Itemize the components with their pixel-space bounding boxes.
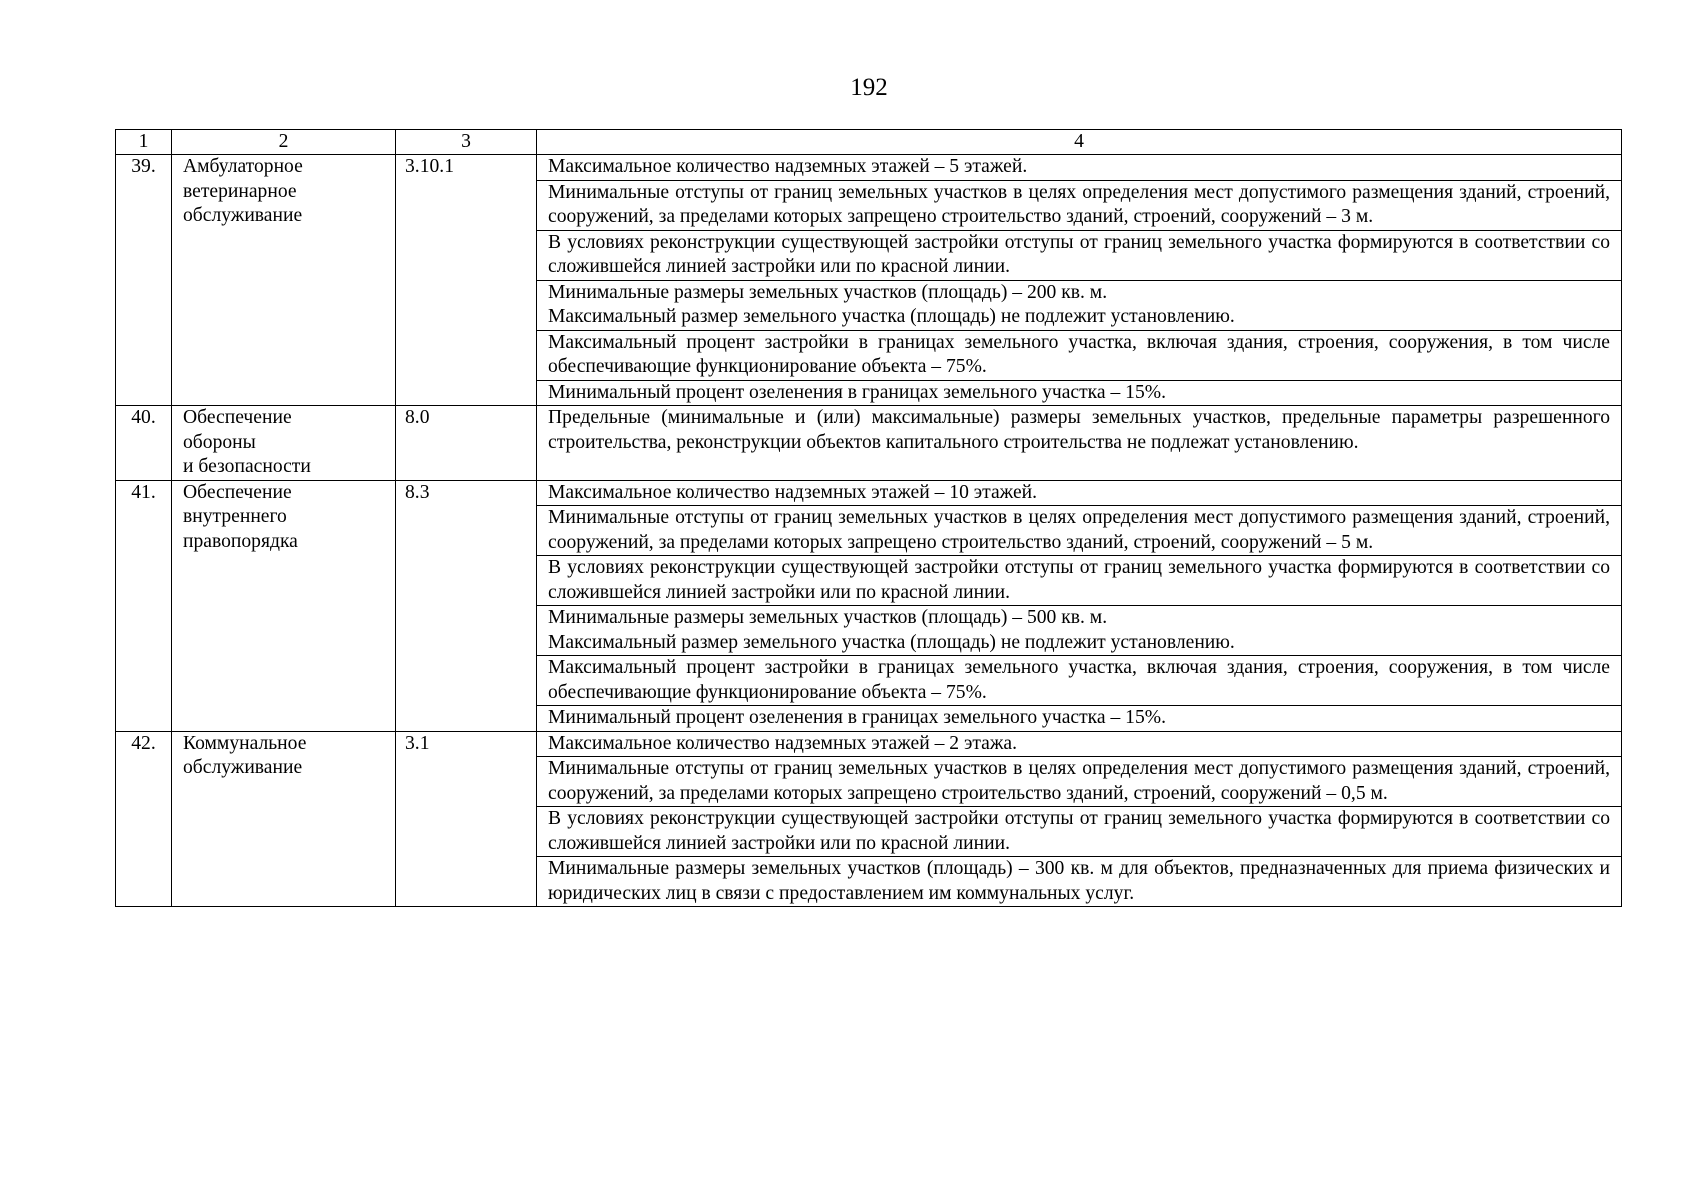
land-use-code: 8.3 <box>396 480 537 731</box>
parameter-cell: Минимальный процент озеленения в границах земельного участка – 15%. <box>537 706 1622 732</box>
land-use-name <box>172 155 396 406</box>
header-col-4: 4 <box>537 130 1622 155</box>
parameter-cell: Максимальное количество надземных этажей – 10 этажей. <box>537 480 1622 506</box>
land-use-code: 3.10.1 <box>396 155 537 406</box>
header-col-2: 2 <box>172 130 396 155</box>
parameter-cell: Максимальное количество надземных этажей – 2 этажа. <box>537 731 1622 757</box>
header-col-3: 3 <box>396 130 537 155</box>
table-body <box>116 130 1622 907</box>
land-use-name-line: Амбулаторное <box>183 156 303 177</box>
parameter-cell: В условиях реконструкции существующей застройки отступы от границ земельного участка формируются в соответствии со сложившейся линией застройки или по красной линии. <box>537 230 1622 280</box>
parameter-cell: Максимальный процент застройки в границах земельного участка, включая здания, строения, сооружения, в том числе обеспечивающие функционирование объекта – 75%. <box>537 656 1622 706</box>
parameter-cell: Минимальные размеры земельных участков (площадь) – 200 кв. м. Максимальный размер земельного участка (площадь) не подлежит установлению. <box>537 280 1622 330</box>
parameter-cell: Минимальные отступы от границ земельных участков в целях определения мест допустимого размещения зданий, строений, сооружений, за пределами которых запрещено строительство зданий, строений, сооружений – 5 м. <box>537 506 1622 556</box>
land-use-name-line: Коммунальное <box>183 732 307 754</box>
row-number: 39. <box>116 155 172 406</box>
header-col-1: 1 <box>116 130 172 155</box>
land-use-name-line: обороны <box>183 431 256 453</box>
land-use-name-line: и безопасности <box>183 456 311 477</box>
table-row <box>116 731 1622 757</box>
table-row <box>116 480 1622 506</box>
land-use-name <box>172 480 396 731</box>
parameter-cell: В условиях реконструкции существующей застройки отступы от границ земельного участка формируются в соответствии со сложившейся линией застройки или по красной линии. <box>537 807 1622 857</box>
parameter-cell: Минимальные размеры земельных участков (площадь) – 500 кв. м. Максимальный размер земельного участка (площадь) не подлежит установлению. <box>537 606 1622 656</box>
table-row <box>116 406 1622 481</box>
parameter-cell: Минимальные размеры земельных участков (площадь) – 300 кв. м для объектов, предназначенных для приема физических и юридических лиц в связи с предоставлением им коммунальных услуг. <box>537 857 1622 907</box>
parameter-cell: Предельные (минимальные и (или) максимальные) размеры земельных участков, предельные параметры разрешенного строительства, реконструкции объектов капитального строительства не подлежат установлению. <box>537 406 1622 481</box>
parameter-cell: Максимальный процент застройки в границах земельного участка, включая здания, строения, сооружения, в том числе обеспечивающие функционирование объекта – 75%. <box>537 330 1622 380</box>
land-use-code: 3.1 <box>396 731 537 907</box>
land-use-name-line: Обеспечение <box>183 481 292 503</box>
land-use-name-line: Обеспечение <box>183 407 292 428</box>
table-row <box>116 155 1622 181</box>
row-number: 40. <box>116 406 172 481</box>
row-number: 41. <box>116 480 172 731</box>
land-use-name <box>172 406 396 481</box>
zoning-parameters-table <box>115 129 1622 907</box>
row-number: 42. <box>116 731 172 907</box>
parameter-cell: Минимальный процент озеленения в границах земельного участка – 15%. <box>537 380 1622 406</box>
land-use-name-line: обслуживание <box>183 757 303 778</box>
parameter-cell: Минимальные отступы от границ земельных участков в целях определения мест допустимого размещения зданий, строений, сооружений, за пределами которых запрещено строительство зданий, строений, сооружений – 0,5 м. <box>537 757 1622 807</box>
land-use-name-line: внутреннего <box>183 506 287 527</box>
land-use-name-line: обслуживание <box>183 205 303 226</box>
land-use-name-line: ветеринарное <box>183 180 297 202</box>
table-header-row <box>116 130 1622 155</box>
parameter-cell: В условиях реконструкции существующей застройки отступы от границ земельного участка формируются в соответствии со сложившейся линией застройки или по красной линии. <box>537 556 1622 606</box>
parameter-cell: Минимальные отступы от границ земельных участков в целях определения мест допустимого размещения зданий, строений, сооружений, за пределами которых запрещено строительство зданий, строений, сооружений – 3 м. <box>537 180 1622 230</box>
land-use-name-line: правопорядка <box>183 530 298 552</box>
page-number: 192 <box>850 74 888 101</box>
parameter-cell: Максимальное количество надземных этажей – 5 этажей. <box>537 155 1622 181</box>
land-use-code: 8.0 <box>396 406 537 481</box>
land-use-name <box>172 731 396 907</box>
